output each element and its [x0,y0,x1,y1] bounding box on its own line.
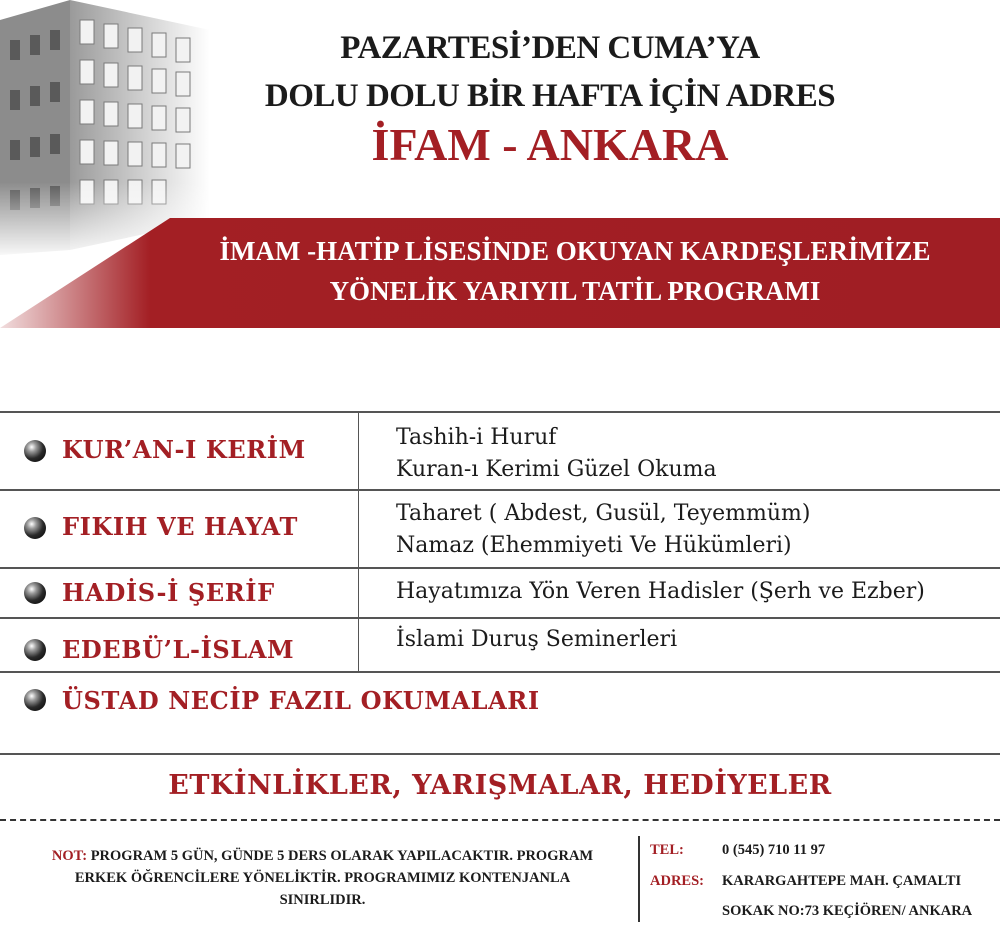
bullet-icon [24,639,46,661]
subject-label: EDEBÜ’L-İSLAM [62,635,295,664]
subject-label: HADİS-İ ŞERİF [62,578,275,607]
vertical-divider [638,836,640,922]
detail-text: Kuran-ı Kerimi Güzel Okuma [396,457,717,482]
detail-text: Namaz (Ehemmiyeti Ve Hükümleri) [396,533,792,558]
tel-value: 0 (545) 710 11 97 [722,842,826,858]
address-label: ADRES: [650,873,704,889]
note-text-2: ERKEK ÖĞRENCİLERE YÖNELİKTİR. PROGRAMIMIZ KONTENJANLA [74,870,571,886]
headline-line-1: PAZARTESİ’DEN CUMA’YA [340,30,760,66]
program-row [0,567,1000,619]
program-row [0,411,1000,491]
events-heading: ETKİNLİKLER, YARIŞMALAR, HEDİYELER [168,770,832,801]
detail-text: Hayatımıza Yön Veren Hadisler (Şerh ve Ezber) [396,579,925,604]
note-text-1: PROGRAM 5 GÜN, GÜNDE 5 DERS OLARAK YAPILACAKTIR. PROGRAM [87,848,594,864]
note-label: NOT: [51,848,88,864]
note-block [20,845,625,911]
program-row [0,489,1000,569]
note-text-3: SINIRLIDIR. [279,892,366,908]
program-banner [0,218,1000,328]
subject-label: FIKIH VE HAYAT [62,512,298,541]
bullet-icon [24,517,46,539]
subject-label: ÜSTAD NECİP FAZIL OKUMALARI [62,686,540,715]
headline-line-2: DOLU DOLU BİR HAFTA İÇİN ADRES [264,78,836,114]
bullet-icon [24,440,46,462]
program-row [0,671,1000,755]
banner-line-1: İMAM -HATİP LİSESİNDE OKUYAN KARDEŞLERİMİZE [219,236,931,266]
bullet-icon [24,582,46,604]
detail-text: Tashih-i Huruf [396,425,557,450]
tel-label: TEL: [650,842,684,858]
bullet-icon [24,689,46,711]
dashed-divider [0,819,1000,821]
subject-label: KUR’AN-I KERİM [62,435,306,464]
headline-title: İFAM - ANKARA [371,119,729,170]
detail-text: Taharet ( Abdest, Gusül, Teyemmüm) [396,501,811,526]
address-line-2: SOKAK NO:73 KEÇİÖREN/ ANKARA [722,903,973,919]
banner-line-2: YÖNELİK YARIYIL TATİL PROGRAMI [329,276,821,306]
detail-text: İslami Duruş Seminerleri [396,627,678,652]
address-line-1: KARARGAHTEPE MAH. ÇAMALTI [722,873,962,889]
program-row [0,617,1000,673]
